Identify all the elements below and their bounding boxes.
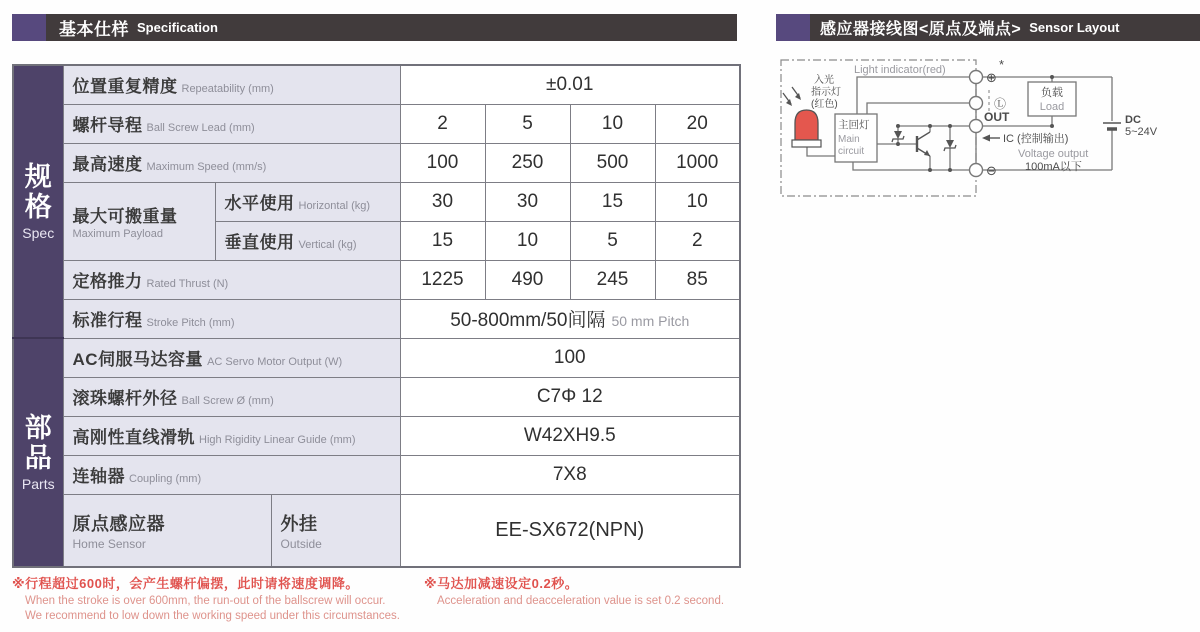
terminal-l-circle	[970, 97, 983, 110]
home-sensor-mount-label: 外挂 Outside	[271, 494, 400, 567]
vertical-value-cell: 5	[570, 221, 655, 260]
row-motor-output	[13, 338, 740, 377]
motor-label: AC伺服马达容量 AC Servo Motor Output (W)	[63, 338, 400, 377]
out-terminal-label: OUT	[984, 110, 1010, 124]
main-circuit-box	[835, 114, 877, 162]
sensor-circuit-diagram	[778, 56, 1198, 204]
footnote-stroke	[12, 573, 400, 624]
light-label-zh1: 入光	[814, 75, 834, 86]
footnote-stroke-zh: ※行程超过600时，会产生螺杆偏摆，此时请将速度调降。	[12, 576, 359, 591]
thrust-value-cell: 490	[485, 260, 570, 299]
sensor-layout-header-bar	[776, 14, 1200, 41]
row-max-speed	[13, 143, 740, 182]
thrust-label: 定格推力 Rated Thrust (N)	[63, 260, 400, 299]
svg-text:Load: Load	[1039, 101, 1065, 113]
row-stroke	[13, 299, 740, 338]
repeatability-label: 位置重复精度 Repeatability (mm)	[63, 65, 400, 104]
sidebar-spec-label-en: Spec	[22, 225, 55, 242]
sidebar-parts-label-en: Parts	[21, 476, 55, 493]
payload-horizontal-label: 水平使用 Horizontal (kg)	[215, 182, 400, 221]
lead-value-cell: 10	[570, 104, 655, 143]
minus-terminal-label: ⊖	[986, 163, 997, 178]
terminal-minus-circle	[970, 164, 983, 177]
coupling-value: 7X8	[400, 455, 740, 494]
lead-value-cell: 20	[655, 104, 740, 143]
screw-dia-label: 滚珠螺杆外径 Ball Screw Ø (mm)	[63, 377, 400, 416]
current-limit-label: 100mA以下	[1025, 161, 1082, 173]
row-payload-horizontal	[13, 182, 740, 221]
dc-label: DC	[1125, 114, 1141, 126]
plus-terminal-label: ⊕	[986, 70, 997, 85]
speed-value-cell: 250	[485, 143, 570, 182]
lead-value-cell: 5	[485, 104, 570, 143]
ic-output-arrow	[982, 135, 1000, 142]
thrust-value-cell: 245	[570, 260, 655, 299]
terminal-plus-circle	[970, 71, 983, 84]
horizontal-value-cell: 10	[655, 182, 740, 221]
sidebar-spec-label-zh: 规格	[24, 161, 52, 222]
thrust-value-cell: 85	[655, 260, 740, 299]
load-box	[1028, 82, 1076, 116]
guide-value: W42XH9.5	[400, 416, 740, 455]
payload-label: 最大可搬重量 Maximum Payload	[63, 182, 215, 260]
coupling-label: 连轴器 Coupling (mm)	[63, 455, 400, 494]
home-sensor-label: 原点感应器 Home Sensor	[63, 494, 271, 567]
l-terminal-label: Ⓛ	[994, 97, 1007, 111]
purple-accent-square	[776, 14, 810, 41]
lead-label: 螺杆导程 Ball Screw Lead (mm)	[63, 104, 400, 143]
dc-voltage-label: 5~24V	[1125, 126, 1158, 138]
thrust-value-cell: 1225	[400, 260, 485, 299]
horizontal-value-cell: 30	[400, 182, 485, 221]
speed-value-cell: 1000	[655, 143, 740, 182]
row-screw-diameter	[13, 377, 740, 416]
row-rated-thrust	[13, 260, 740, 299]
speed-value-cell: 500	[570, 143, 655, 182]
payload-vertical-label: 垂直使用 Vertical (kg)	[215, 221, 400, 260]
guide-label: 高刚性直线滑轨 High Rigidity Linear Guide (mm)	[63, 416, 400, 455]
asterisk-note: *	[999, 57, 1005, 72]
row-linear-guide	[13, 416, 740, 455]
purple-accent-square	[12, 14, 46, 41]
sidebar-parts-label-zh: 部品	[24, 412, 52, 473]
terminal-out-circle	[970, 120, 983, 133]
row-coupling	[13, 455, 740, 494]
svg-text:主回灯: 主回灯	[838, 119, 870, 131]
home-sensor-value: EE-SX672(NPN)	[400, 494, 740, 567]
speed-label: 最高速度 Maximum Speed (mm/s)	[63, 143, 400, 182]
light-indicator-label-en: Light indicator(red)	[854, 64, 946, 76]
speed-value-cell: 100	[400, 143, 485, 182]
stroke-value: 50-800mm/50间隔 50 mm Pitch	[400, 299, 740, 338]
sidebar-section-parts	[13, 338, 63, 567]
vertical-value-cell: 15	[400, 221, 485, 260]
svg-text:负载: 负载	[1041, 87, 1063, 99]
stroke-label: 标准行程 Stroke Pitch (mm)	[63, 299, 400, 338]
transistor-icon	[917, 132, 930, 156]
repeatability-value: ±0.01	[400, 65, 740, 104]
row-ball-screw-lead	[13, 104, 740, 143]
light-label-zh2: 指示灯	[811, 87, 841, 98]
svg-text:Main: Main	[838, 134, 860, 145]
light-label-zh3: (红色)	[811, 99, 838, 110]
row-home-sensor	[13, 494, 740, 567]
horizontal-value-cell: 15	[570, 182, 655, 221]
vertical-value-cell: 10	[485, 221, 570, 260]
specification-title-zh: 基本仕样	[59, 20, 129, 39]
voltage-output-label: Voltage output	[1018, 148, 1089, 160]
spec-table	[12, 64, 741, 568]
sensor-layout-title-en: Sensor Layout	[1029, 20, 1120, 35]
row-repeatability	[13, 65, 740, 104]
footnote-stroke-en1: When the stroke is over 600mm, the run-out of the ballscrew will occur.	[25, 595, 386, 607]
specification-header-bar	[12, 14, 737, 41]
lead-value-cell: 2	[400, 104, 485, 143]
sidebar-section-spec	[13, 65, 63, 338]
battery-icon	[1103, 123, 1121, 129]
svg-text:circuit: circuit	[838, 146, 865, 157]
screw-dia-value: C7Φ 12	[400, 377, 740, 416]
specification-title-en: Specification	[137, 20, 218, 35]
ic-output-label: IC (控制输出)	[1003, 133, 1069, 145]
sensor-layout-title-zh: 感应器接线图<原点及端点>	[820, 21, 1022, 38]
motor-value: 100	[400, 338, 740, 377]
footnote-accel-zh: ※马达加减速设定0.2秒。	[424, 576, 579, 591]
footnote-accel-en1: Acceleration and deacceleration value is set 0.2 second.	[437, 595, 725, 607]
footnote-accel	[424, 573, 724, 609]
vertical-value-cell: 2	[655, 221, 740, 260]
horizontal-value-cell: 30	[485, 182, 570, 221]
footnote-stroke-en2: We recommend to low down the working speed under this circumstances.	[25, 609, 400, 622]
